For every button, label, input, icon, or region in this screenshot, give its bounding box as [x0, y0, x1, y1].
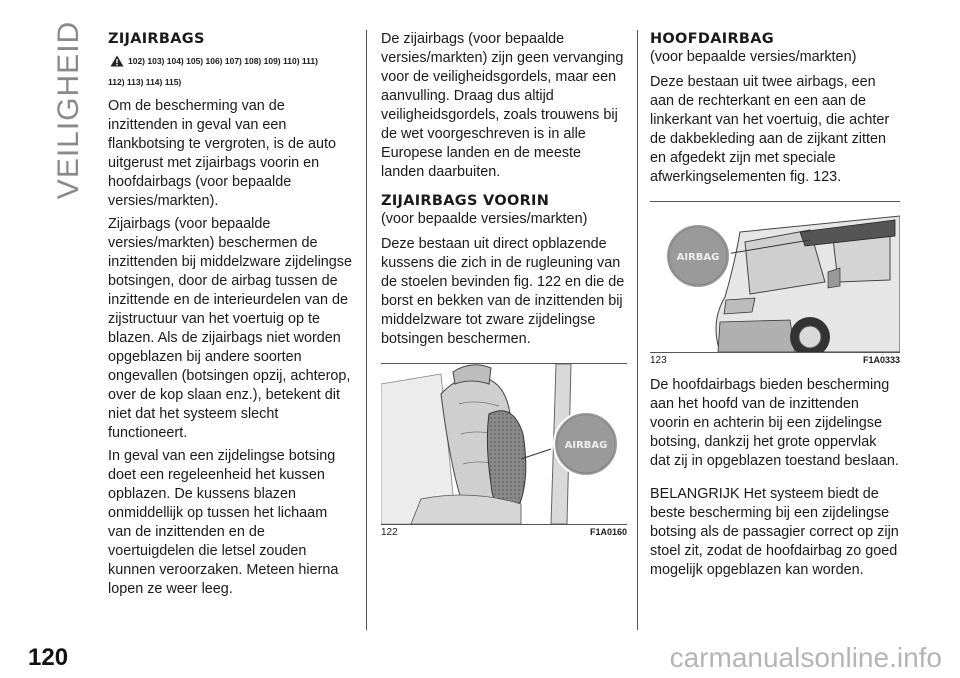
subtitle: (voor bepaalde versies/markten) [650, 49, 857, 65]
warning-refs-line-1: 102) 103) 104) 105) 106) 107) 108) 109) 110) 111) [128, 56, 318, 66]
paragraph: In geval van een zijdelingse botsing doet een regeleenheid het kussen opblazen. De kussens blazen onmiddellijk op tussen het lichaam van de inzittenden en de voertuigdelen die letsel zouden kunnen veroorzaken. Meteen hierna lopen ze weer leeg. [108, 448, 339, 597]
paragraph: De hoofdairbags bieden bescherming aan het hoofd van de inzittenden voorin en achterin bij een zijdelingse botsing, dankzij het grote oppervlak dat zij in opgeblazen toestand beslaan. [650, 377, 899, 469]
heading-zijairbags-voorin: ZIJAIRBAGS VOORIN [381, 193, 550, 209]
paragraph: De zijairbags (voor bepaalde versies/markten) zijn geen vervanging voor de veiligheidsgordels, maar een aanvulling. Draag dus altijd veiligheidsgordels, zoals trouwens bij de wet voorgeschreven is in alle Europese landen en de meeste landen daarbuiten. [381, 31, 624, 180]
column-divider [637, 30, 638, 630]
figure-code: F1A0333 [862, 355, 900, 365]
figure-caption [650, 355, 900, 366]
figure-123 [650, 201, 900, 366]
warning-refs [110, 55, 352, 67]
paragraph: Deze bestaan uit twee airbags, een aan de rechterkant en een aan de linkerkant van het voertuig, die achter de dakbekleding aan de zijkant zitten en afgedekt zijn met speciale afwerkingselementen fig. 123. [650, 74, 890, 185]
warning-refs-line-2: 112) 113) 114) 115) [108, 77, 182, 87]
section-title-vertical [52, 20, 86, 200]
heading-zijairbags: ZIJAIRBAGS [108, 31, 205, 47]
section-title-text: VEILIGHEID [52, 20, 86, 200]
warning-triangle-icon [110, 55, 124, 67]
page-number: 120 [28, 644, 69, 671]
important-note: BELANGRIJK Het systeem biedt de beste bescherming bij een zijdelingse botsing als de passagier correct op zijn stoel zit, zodat de hoofdairbag zo goed mogelijk opgeblazen kan worden. [650, 486, 899, 578]
figure-caption [381, 527, 627, 538]
paragraph: Deze bestaan uit direct opblazende kussens die zich in de rugleuning van de stoelen bevinden fig. 122 en die de borst en bekken van de inzittenden bij middelzware tot zware zijdelingse botsingen beschermen. [381, 236, 625, 347]
watermark: carmanualsonline.info [669, 642, 942, 673]
paragraph: Om de bescherming van de inzittenden in geval van een flankbotsing te vergroten, is de auto uitgerust met zijairbags voorin en hoofdairbags (voor bepaalde versies/markten). [108, 98, 336, 209]
airbag-label: AIRBAG [676, 252, 720, 263]
figure-code: F1A0160 [589, 527, 627, 537]
paragraph: Zijairbags (voor bepaalde versies/markten) beschermen de inzittenden bij middelzware zijdelingse botsingen, door de airbag tussen de inzittende en de interieurdelen van de zijstructuur van het voertuig op te blazen. Als de zijairbags niet worden opgeblazen bij andere soorten ongevallen (botsingen opzij, achterop, over de kop slaan enz.), betekent dit niet dat het systeem slecht functioneert. [108, 216, 352, 441]
subtitle: (voor bepaalde versies/markten) [381, 211, 588, 227]
column-divider [366, 30, 367, 630]
figure-number: 123 [650, 355, 667, 366]
figure-number: 122 [381, 527, 398, 538]
seat-airbag-illustration [381, 364, 627, 524]
column-2 [381, 30, 627, 538]
column-3 [650, 30, 900, 584]
column-1 [108, 30, 352, 603]
figure-122 [381, 363, 627, 538]
van-head-airbag-illustration [650, 202, 900, 352]
heading-hoofdairbag: HOOFDAIRBAG [650, 31, 774, 47]
airbag-label: AIRBAG [564, 440, 608, 451]
